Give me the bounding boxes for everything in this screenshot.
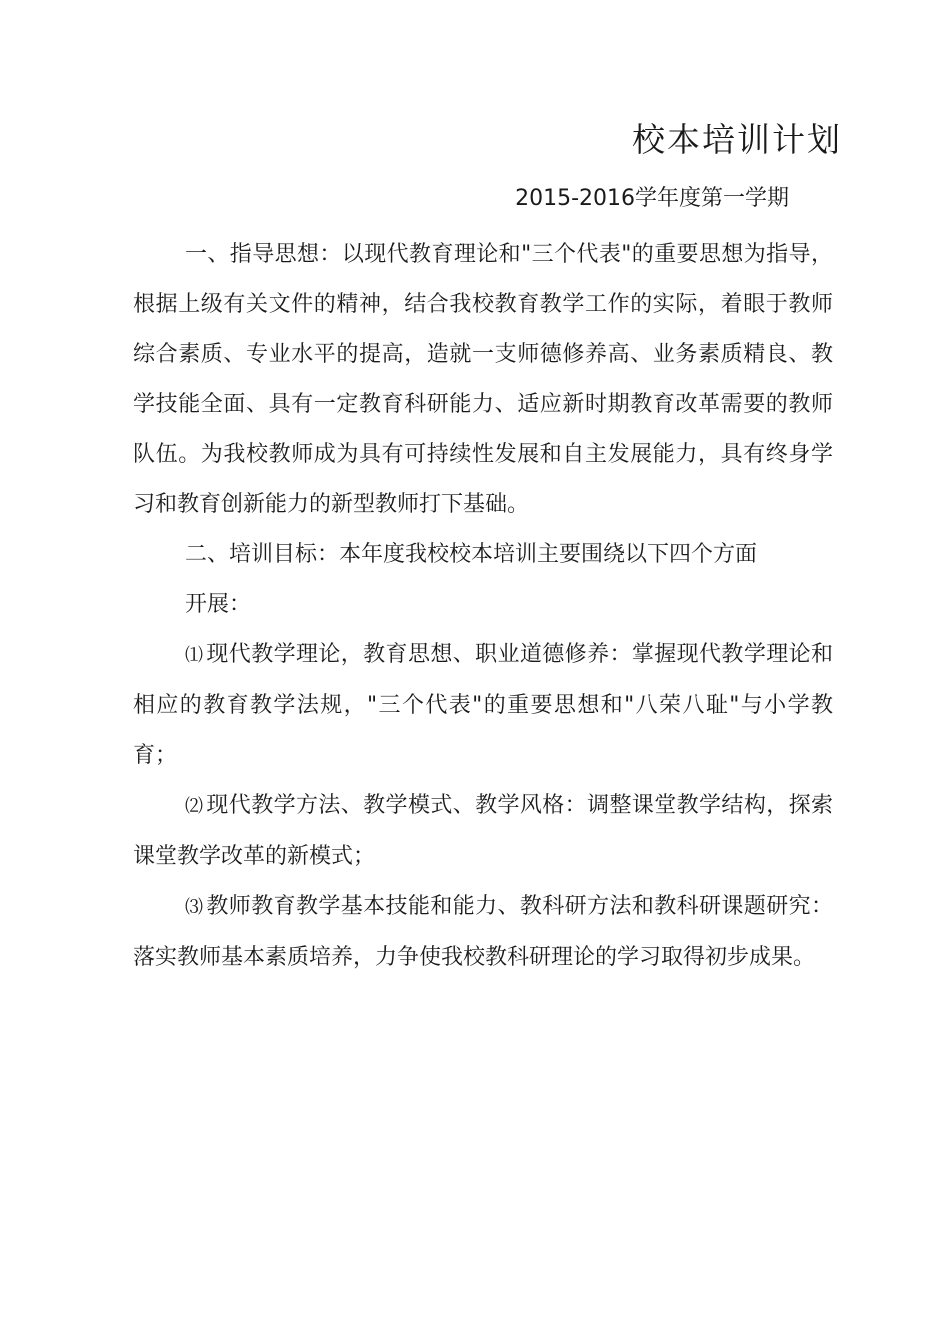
item-number: ⑶ <box>185 897 203 918</box>
item-text: 教师教育教学基本技能和能力、教科研方法和教科研课题研究：落实教师基本素质培养，力争使我校教科研理论的学习取得初步成果。 <box>133 894 834 970</box>
item-number: ⑵ <box>185 796 203 817</box>
item-number: ⑴ <box>185 645 203 666</box>
list-item <box>133 781 833 882</box>
section-guiding-thought: 一、指导思想：以现代教育理论和"三个代表"的重要思想为指导，根据上级有关文件的精神，结合我校教育教学工作的实际，着眼于教师综合素质、专业水平的提高，造就一支师德修养高、业务素质精良、教学技能全面、具有一定教育科研能力、适应新时期教育改革需要的教师队伍。为我校教师成为具有可持续性发展和自主发展能力，具有终身学习和教育创新能力的新型教师打下基础。 <box>133 242 833 517</box>
list-item <box>133 630 833 781</box>
section-training-goal-line1: 二、培训目标：本年度我校校本培训主要围绕以下四个方面 <box>185 542 758 567</box>
document-subtitle: 2015-2016学年度第一学期 <box>515 186 789 211</box>
list-item <box>133 882 833 983</box>
document-body <box>133 230 833 983</box>
document-title: 校本培训计划 <box>632 120 842 159</box>
item-text: 现代教学理论，教育思想、职业道德修养：掌握现代教学理论和相应的教育教学法规，"三个代表"的重要思想和"八荣八耻"与小学教育； <box>133 642 834 768</box>
section-training-goal-line2: 开展： <box>185 592 252 617</box>
item-text: 现代教学方法、教学模式、教学风格：调整课堂教学结构，探索课堂教学改革的新模式； <box>133 793 834 869</box>
